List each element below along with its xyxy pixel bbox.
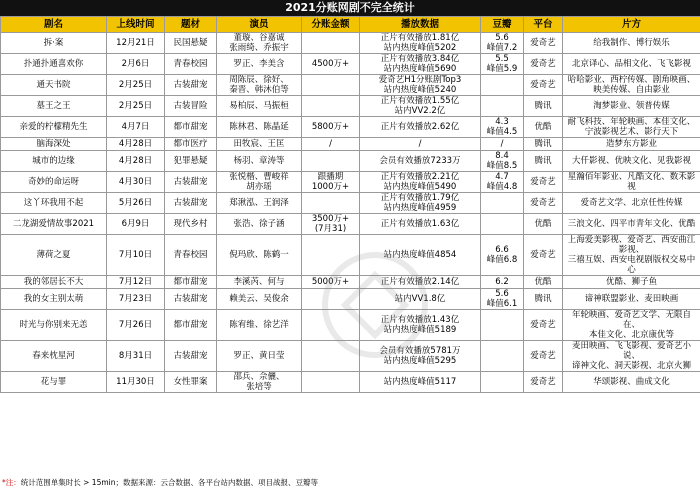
table-row (1, 372, 700, 393)
cell-amount-line: 5800万+ (311, 122, 350, 132)
cell-play-data (360, 151, 481, 172)
cell-amount (302, 33, 360, 54)
cell-date: 7月23日 (107, 289, 165, 310)
cell-douban-line: 峰值7.2 (486, 43, 518, 53)
cell-date: 7月10日 (107, 235, 165, 276)
cell-actors-line: 陈宥维、徐艺洋 (229, 320, 289, 330)
cell-producer (563, 372, 700, 393)
table-row (1, 289, 700, 310)
cell-producer-line: 年轮映画、爱奇艺文学、无限自在、 (571, 310, 691, 330)
cell-play-data-line: 站内热度峰值4854 (383, 250, 457, 260)
cell-producer (563, 214, 700, 235)
cell-amount-line: 3500万+ (311, 214, 350, 224)
cell-play-data-line: 正片有效播放2.21亿 (380, 172, 460, 182)
cell-genre: 都市甜宠 (165, 117, 217, 138)
cell-date: 8月31日 (107, 341, 165, 372)
cell-amount (302, 214, 360, 235)
cell-play-data-line: 会员有效播放5781万 (379, 346, 461, 356)
cell-actors-line: 郑湫泓、王润泽 (229, 198, 289, 208)
column-header-producer: 片方 (563, 17, 700, 33)
cell-amount (302, 96, 360, 117)
footnote-marker: *注： (2, 478, 21, 487)
cell-douban (481, 310, 524, 341)
cell-producer (563, 289, 700, 310)
cell-producer (563, 172, 700, 193)
cell-play-data-line: 站内热度峰值5690 (383, 64, 457, 74)
cell-douban (481, 96, 524, 117)
cell-douban-line: 峰值5.9 (486, 64, 518, 74)
cell-platform: 爱奇艺 (524, 235, 563, 276)
cell-play-data-line: 站内热度峰值5117 (383, 377, 457, 387)
table-row (1, 235, 700, 276)
cell-actors-line: 秦晋、韩沐伯等 (229, 85, 289, 95)
cell-actors-line: 杨羽、章涛等 (233, 156, 285, 166)
table-row (1, 193, 700, 214)
cell-producer-line: 星瀚佰年影业、凡酷文化、数禾影视 (567, 172, 696, 192)
cell-douban-line: 5.5 (495, 54, 509, 64)
cell-actors (217, 214, 302, 235)
cell-amount-line: 1000万+ (311, 182, 350, 192)
cell-actors (217, 96, 302, 117)
column-header-amount: 分账金额 (302, 17, 360, 33)
cell-producer-line: 映美传媒、自由影业 (593, 85, 670, 95)
cell-douban-line: / (500, 139, 504, 149)
document-title: 2021分账网剧不完全统计 (0, 0, 700, 16)
cell-amount-line: 4500万+ (311, 59, 350, 69)
cell-play-data-line: 正片有效播放2.14亿 (380, 277, 460, 287)
cell-amount (302, 276, 360, 289)
cell-play-data-line: / (418, 139, 422, 149)
footnote (2, 476, 698, 490)
cell-douban-line: 峰值6.8 (486, 255, 518, 265)
cell-play-data-line: 正片有效播放1.55亿 (380, 96, 460, 106)
cell-producer-line: 三浪文化、四平市青年文化、优酷 (567, 219, 696, 229)
cell-date: 6月9日 (107, 214, 165, 235)
table-row (1, 138, 700, 151)
cell-date: 4月7日 (107, 117, 165, 138)
cell-genre: 古装冒险 (165, 96, 217, 117)
cell-douban (481, 151, 524, 172)
cell-amount-line: 5000万+ (311, 277, 350, 287)
cell-play-data (360, 75, 481, 96)
cell-douban (481, 117, 524, 138)
cell-producer (563, 193, 700, 214)
cell-douban-line: 4.3 (495, 117, 509, 127)
cell-play-data-line: 会员有效播放7233万 (379, 156, 461, 166)
column-header-genre: 题材 (165, 17, 217, 33)
cell-date: 2月25日 (107, 75, 165, 96)
cell-date: 5月26日 (107, 193, 165, 214)
cell-producer-line: 谛神联盟影业、麦田映画 (584, 294, 679, 304)
cell-play-data (360, 54, 481, 75)
table-row (1, 117, 700, 138)
table-row (1, 341, 700, 372)
cell-genre: 古装甜宠 (165, 172, 217, 193)
cell-play-data-line: 正片有效播放1.81亿 (380, 33, 460, 43)
cell-actors (217, 310, 302, 341)
cell-douban (481, 75, 524, 96)
cell-genre: 古装甜宠 (165, 341, 217, 372)
cell-name: 城市的边缘 (1, 151, 107, 172)
table-row (1, 276, 700, 289)
column-header-douban: 豆瓣 (481, 17, 524, 33)
cell-producer-line: 三禧互娱、西安电视剧版权交易中心 (567, 255, 696, 275)
cell-genre: 青春校园 (165, 235, 217, 276)
cell-play-data-line: 站内VV2.2亿 (394, 106, 446, 116)
cell-producer-line: 宁波影视艺术、影行天下 (584, 127, 679, 137)
cell-producer-line: 大仟影视、优映文化、见我影视 (571, 156, 691, 166)
table-body (1, 33, 700, 393)
cell-douban (481, 193, 524, 214)
cell-douban (481, 289, 524, 310)
cell-play-data (360, 33, 481, 54)
cell-douban (481, 341, 524, 372)
cell-genre: 古装甜宠 (165, 289, 217, 310)
cell-amount-line: (7月31) (314, 224, 347, 234)
cell-actors-line: 周陈辰、徐好、 (229, 75, 289, 85)
cell-amount (302, 75, 360, 96)
cell-actors-line: 李溪芮、何与 (233, 277, 285, 287)
cell-producer-line: 爱奇艺文学、北京任性传媒 (580, 198, 683, 208)
cell-douban-line: 8.4 (495, 151, 509, 161)
cell-platform: 优酷 (524, 214, 563, 235)
cell-douban-line: 峰值4.8 (486, 182, 518, 192)
cell-genre: 古装甜宠 (165, 75, 217, 96)
cell-producer-line: 耐飞科技、年轮映画、本佳文化、 (567, 117, 696, 127)
cell-name: 薄荷之夏 (1, 235, 107, 276)
cell-platform: 爱奇艺 (524, 75, 563, 96)
cell-amount (302, 289, 360, 310)
cell-name: 脑海深处 (1, 138, 107, 151)
cell-date: 7月12日 (107, 276, 165, 289)
cell-producer-line: 哈哈影业、西柠传媒、剧角映画、 (567, 75, 696, 85)
cell-name: 二龙湖爱情故事2021 (1, 214, 107, 235)
cell-actors-line: 张培等 (246, 382, 272, 392)
cell-amount (302, 138, 360, 151)
cell-play-data (360, 235, 481, 276)
cell-amount (302, 172, 360, 193)
cell-date: 2月25日 (107, 96, 165, 117)
cell-actors (217, 235, 302, 276)
cell-play-data-line: 站内热度峰值5240 (383, 85, 457, 95)
cell-date: 11月30日 (107, 372, 165, 393)
stats-table (0, 16, 700, 393)
cell-play-data (360, 289, 481, 310)
cell-actors-line: 赖美云、吴俊余 (229, 294, 289, 304)
cell-play-data-line: 正片有效播放1.43亿 (380, 315, 460, 325)
cell-actors (217, 276, 302, 289)
cell-play-data (360, 117, 481, 138)
cell-producer (563, 235, 700, 276)
table-row (1, 75, 700, 96)
cell-date: 4月30日 (107, 172, 165, 193)
table-row (1, 151, 700, 172)
cell-douban (481, 54, 524, 75)
cell-actors (217, 75, 302, 96)
cell-play-data (360, 310, 481, 341)
cell-douban-line: 5.6 (495, 289, 509, 299)
cell-name: 扑通扑通喜欢你 (1, 54, 107, 75)
cell-play-data (360, 372, 481, 393)
cell-platform: 爱奇艺 (524, 193, 563, 214)
cell-platform: 腾讯 (524, 96, 563, 117)
cell-amount-line: 跟播期 (317, 172, 344, 182)
cell-producer (563, 75, 700, 96)
cell-actors (217, 289, 302, 310)
cell-name: 我的女主别太萌 (1, 289, 107, 310)
cell-actors-line: 陈林君、陈晶延 (229, 122, 289, 132)
cell-producer-line: 淘梦影业、领普传媒 (593, 101, 670, 111)
cell-platform: 爱奇艺 (524, 372, 563, 393)
cell-play-data-line: 站内热度峰值5490 (383, 182, 457, 192)
cell-producer (563, 276, 700, 289)
cell-actors (217, 341, 302, 372)
cell-producer-line: 造梦东方影业 (605, 139, 657, 149)
cell-producer (563, 138, 700, 151)
cell-amount-line: / (329, 139, 332, 149)
cell-play-data (360, 96, 481, 117)
cell-name: 花与罪 (1, 372, 107, 393)
cell-actors (217, 117, 302, 138)
cell-play-data-line: 爱奇艺H1分账剧Top3 (378, 75, 462, 85)
cell-douban (481, 372, 524, 393)
column-header-name: 剧名 (1, 17, 107, 33)
cell-amount (302, 235, 360, 276)
cell-douban-line: 峰值8.5 (486, 161, 518, 171)
cell-producer (563, 54, 700, 75)
cell-play-data-line: 正片有效播放1.63亿 (380, 219, 460, 229)
cell-producer-line: 北京译心、品相文化、飞飞影视 (571, 59, 691, 69)
cell-name: 这丫环我用不起 (1, 193, 107, 214)
cell-name: 我的邻居长不大 (1, 276, 107, 289)
cell-douban (481, 33, 524, 54)
cell-actors-line: 董璇、谷嘉诚 (233, 33, 285, 43)
cell-amount (302, 193, 360, 214)
cell-producer-line: 谛神文化、洞天影视、北京火狮 (571, 361, 691, 371)
cell-play-data (360, 138, 481, 151)
cell-actors-line: 张悦楷、曹峻祥 (229, 172, 289, 182)
cell-producer (563, 33, 700, 54)
cell-douban (481, 172, 524, 193)
cell-actors-line: 张雨绮、乔振宇 (229, 43, 289, 53)
cell-actors (217, 193, 302, 214)
cell-genre: 古装甜宠 (165, 193, 217, 214)
cell-platform: 爱奇艺 (524, 341, 563, 372)
cell-amount (302, 151, 360, 172)
table-header-row (1, 17, 700, 33)
cell-douban-line: 峰值6.1 (486, 299, 518, 309)
cell-play-data-line: 站内热度峰值5189 (383, 325, 457, 335)
cell-producer (563, 310, 700, 341)
cell-actors-line: 倪玛欣、陈鹤一 (229, 250, 289, 260)
cell-play-data-line: 站内热度峰值4959 (383, 203, 457, 213)
cell-actors (217, 33, 302, 54)
cell-genre: 青春校园 (165, 54, 217, 75)
cell-producer (563, 341, 700, 372)
table-row (1, 214, 700, 235)
cell-producer-line: 华颂影视、曲成文化 (593, 377, 670, 387)
cell-date: 2月6日 (107, 54, 165, 75)
cell-actors-line: 易柏辰、马振桓 (229, 101, 289, 111)
cell-play-data-line: 站内热度峰值5295 (383, 356, 457, 366)
cell-douban (481, 276, 524, 289)
cell-play-data (360, 172, 481, 193)
cell-play-data-line: 正片有效播放1.79亿 (380, 193, 460, 203)
cell-name: 墓王之王 (1, 96, 107, 117)
cell-platform: 爱奇艺 (524, 310, 563, 341)
cell-genre: 现代乡村 (165, 214, 217, 235)
cell-amount (302, 54, 360, 75)
cell-actors-line: 罗正、黄日莹 (233, 351, 285, 361)
column-header-platform: 平台 (524, 17, 563, 33)
cell-date: 7月26日 (107, 310, 165, 341)
cell-producer (563, 117, 700, 138)
cell-douban (481, 214, 524, 235)
cell-name: 拆·案 (1, 33, 107, 54)
cell-actors-line: 田牧宸、王匡 (233, 139, 285, 149)
cell-douban-line: 峰值4.5 (486, 127, 518, 137)
cell-producer-line: 本佳文化、北京康优等 (588, 330, 674, 340)
cell-platform: 爱奇艺 (524, 33, 563, 54)
cell-douban-line: 6.6 (495, 245, 509, 255)
cell-platform: 腾讯 (524, 138, 563, 151)
table-row (1, 54, 700, 75)
cell-genre: 民国悬疑 (165, 33, 217, 54)
cell-douban-line: 4.7 (495, 172, 509, 182)
cell-actors (217, 54, 302, 75)
cell-douban-line: 5.6 (495, 33, 509, 43)
cell-date: 12月21日 (107, 33, 165, 54)
cell-genre: 都市医疗 (165, 138, 217, 151)
cell-platform: 腾讯 (524, 151, 563, 172)
cell-amount (302, 117, 360, 138)
table-row (1, 172, 700, 193)
cell-platform: 爱奇艺 (524, 172, 563, 193)
cell-actors (217, 138, 302, 151)
cell-douban (481, 235, 524, 276)
cell-douban (481, 138, 524, 151)
cell-producer-line: 给我制作、博行娱乐 (593, 38, 670, 48)
cell-actors-line: 胡亦瑶 (246, 182, 272, 192)
cell-date: 4月28日 (107, 151, 165, 172)
table-row (1, 310, 700, 341)
cell-play-data (360, 193, 481, 214)
cell-play-data (360, 276, 481, 289)
cell-play-data (360, 341, 481, 372)
cell-play-data-line: 正片有效播放3.84亿 (380, 54, 460, 64)
column-header-date: 上线时间 (107, 17, 165, 33)
cell-date: 4月28日 (107, 138, 165, 151)
cell-genre: 都市甜宠 (165, 310, 217, 341)
cell-platform: 优酷 (524, 276, 563, 289)
cell-amount (302, 372, 360, 393)
cell-actors (217, 172, 302, 193)
cell-play-data (360, 214, 481, 235)
cell-actors-line: 罗正、李美含 (233, 59, 285, 69)
cell-name: 时光与你别来无恙 (1, 310, 107, 341)
cell-genre: 都市甜宠 (165, 276, 217, 289)
cell-actors-line: 邵兵、佘儷、 (233, 372, 285, 382)
cell-actors (217, 151, 302, 172)
cell-name: 奇妙的命运呀 (1, 172, 107, 193)
cell-actors (217, 372, 302, 393)
cell-amount (302, 310, 360, 341)
footnote-text: 统计范围单集时长 > 15min；数据来源：云合数据、各平台站内数据、项目战报、豆瓣等 (20, 478, 318, 487)
cell-name: 通天书院 (1, 75, 107, 96)
cell-play-data-line: 正片有效播放2.62亿 (380, 122, 460, 132)
column-header-play-data: 播放数据 (360, 17, 481, 33)
cell-producer (563, 151, 700, 172)
cell-platform: 腾讯 (524, 289, 563, 310)
cell-name: 春来枕星河 (1, 341, 107, 372)
cell-platform: 优酷 (524, 117, 563, 138)
cell-producer (563, 96, 700, 117)
cell-amount (302, 341, 360, 372)
cell-name: 亲爱的柠檬精先生 (1, 117, 107, 138)
column-header-actors: 演员 (217, 17, 302, 33)
table-row (1, 96, 700, 117)
cell-douban-line: 6.2 (495, 277, 509, 287)
cell-genre: 女性罪案 (165, 372, 217, 393)
cell-play-data-line: 站内VV1.8亿 (394, 294, 446, 304)
cell-play-data-line: 站内热度峰值5202 (383, 43, 457, 53)
table-row (1, 33, 700, 54)
cell-genre: 犯罪悬疑 (165, 151, 217, 172)
cell-producer-line: 上海爱美影视、爱奇艺、西安曲江影视、 (567, 235, 696, 255)
cell-actors-line: 张浩、徐子涵 (233, 219, 285, 229)
cell-platform: 爱奇艺 (524, 54, 563, 75)
cell-producer-line: 优酷、狮子鱼 (605, 277, 657, 287)
cell-producer-line: 麦田映画、飞飞影视、爱奇艺小说、 (571, 341, 691, 361)
